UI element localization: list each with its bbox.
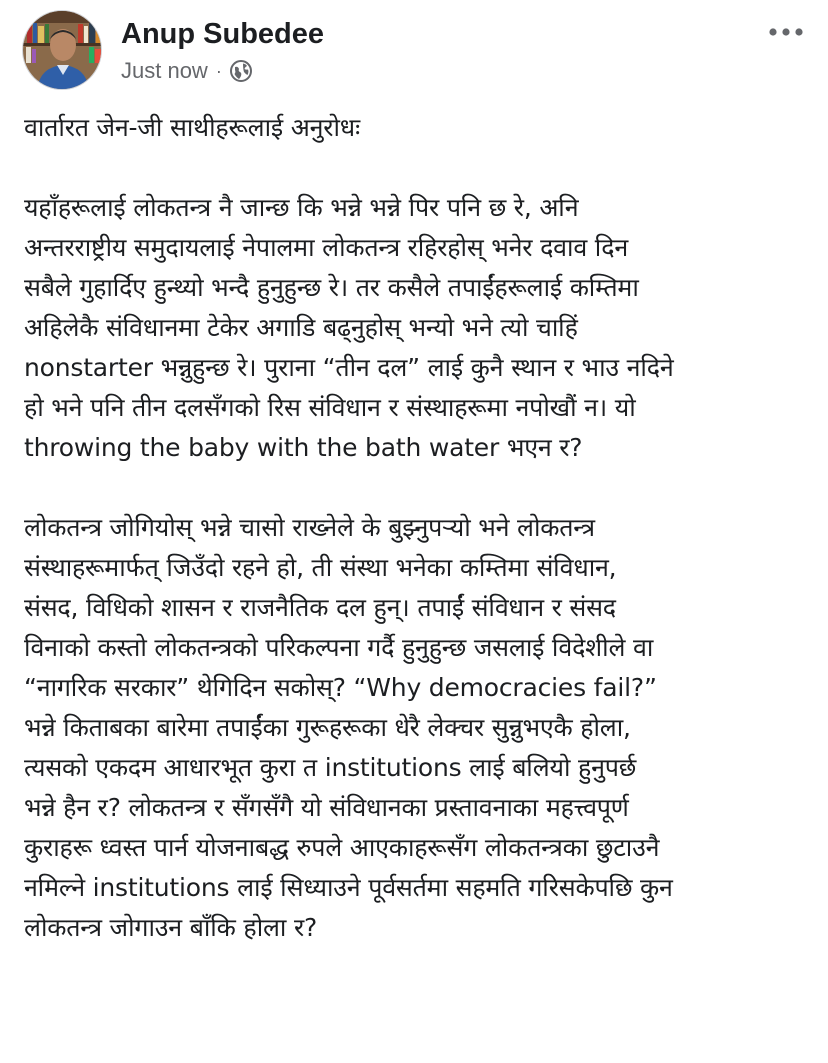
more-options-button[interactable] xyxy=(764,18,808,46)
globe-icon[interactable] xyxy=(229,59,253,83)
post-body xyxy=(24,108,814,948)
author-name[interactable]: Anup Subedee xyxy=(121,18,325,50)
more-options-icon xyxy=(768,27,804,37)
post-timestamp[interactable]: Just now xyxy=(121,58,208,83)
avatar[interactable] xyxy=(22,10,102,90)
post-paragraph: लोकतन्त्र जोगियोस् भन्ने चासो राख्नेले के बुझ्नुपर्‍यो भने लोकतन्त्र संस्थाहरूमार्फत् जिउँदो रहने हो, ती संस्था भनेका कम्तिमा संविधान, संसद, विधिको शासन र राजनैतिक दल हुन्। तपाईं संविधान र संसद विनाको कस्तो लोकतन्त्रको परिकल्पना गर्दै हुनुहुन्छ जसलाई विदेशीले वा “नागरिक सरकार” थेगिदिन सकोस्? “Why democracies fail?” भन्ने किताबका बारेमा तपाईंका गुरूहरूका धेरै लेक्चर सुन्नुभएकै होला, त्यसको एकदम आधारभूत कुरा त institutions लाई बलियो हुनुपर्छ भन्ने हैन र? लोकतन्त्र र सँगसँगै यो संविधानका प्रस्तावनाका महत्त्वपूर्ण कुराहरू ध्वस्त पार्न योजनाबद्ध रुपले आएकाहरूसँग लोकतन्त्रका छुटाउनै नमिल्ने institutions लाई सिध्याउने पूर्वसर्तमा सहमति गरिसकेपछि कुन लोकतन्त्र जोगाउन बाँकि होला र? xyxy=(24,513,673,942)
post-paragraph: वार्तारत जेन-जी साथीहरूलाई अनुरोधः xyxy=(24,113,361,142)
meta-separator: · xyxy=(215,61,222,81)
avatar-photo xyxy=(23,11,102,90)
post-meta xyxy=(121,57,253,85)
post-paragraph: यहाँहरूलाई लोकतन्त्र नै जान्छ कि भन्ने भन्ने पिर पनि छ रे, अनि अन्तरराष्ट्रीय समुदायलाई नेपालमा लोकतन्त्र रहिरहोस् भनेर दवाव दिन सबैले गुहार्दिए हुन्थ्यो भन्दै हुनुहुन्छ रे। तर कसैले तपाईंहरूलाई कम्तिमा अहिलेकै संविधानमा टेकेर अगाडि बढ्नुहोस् भन्यो भने त्यो चाहिं nonstarter भन्नुहुन्छ रे। पुराना “तीन दल” लाई कुनै स्थान र भाउ नदिने हो भने पनि तीन दलसँगको रिस संविधान र संस्थाहरूमा नपोखौं न। यो throwing the baby with the bath water भएन र? xyxy=(24,193,674,462)
post-header xyxy=(0,0,828,100)
